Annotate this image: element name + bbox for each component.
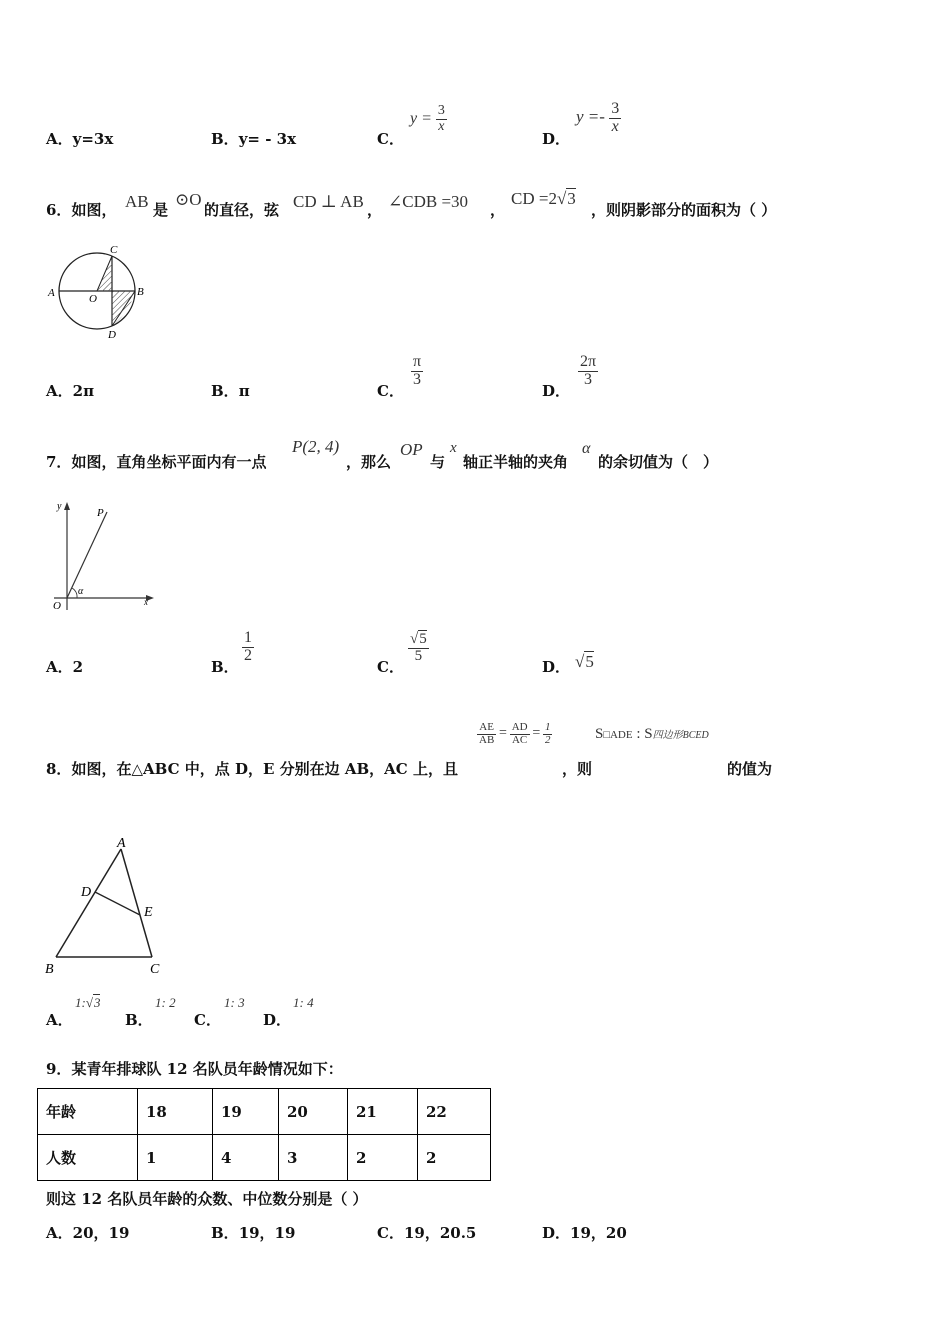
q5-option-d-formula: y =- $\frac{3}{x}$ bbox=[576, 100, 620, 135]
q8-option-c-value: 1: 3 bbox=[224, 995, 245, 1010]
angle-arc bbox=[72, 588, 77, 598]
q6-math-angle: ∠CDB =30 bbox=[388, 192, 469, 211]
table-cell: 21 bbox=[348, 1089, 418, 1135]
q7-option-a[interactable]: A．2 bbox=[46, 658, 84, 676]
q6-comma-2: ， bbox=[490, 201, 506, 219]
q6-option-c[interactable]: C． bbox=[377, 382, 404, 400]
q8-option-b[interactable]: B． bbox=[125, 1011, 153, 1029]
shaded-region-lower bbox=[112, 291, 135, 326]
table-cell: 4 bbox=[213, 1135, 279, 1181]
label-c: C bbox=[150, 962, 160, 977]
q5-option-d[interactable]: D． bbox=[542, 130, 571, 148]
q7-option-d-sqrt: √5 bbox=[575, 652, 594, 671]
table-cell: 人数 bbox=[38, 1135, 138, 1181]
q7-math-x: x bbox=[450, 440, 457, 456]
q7-stem: 7．如图，直角坐标平面内有一点 bbox=[46, 453, 267, 471]
q7-math-point: P(2, 4) bbox=[292, 437, 340, 456]
q9-stem: 9．某青年排球队 12 名队员年龄情况如下： bbox=[46, 1060, 343, 1078]
q6-math-ab: AB bbox=[125, 192, 149, 211]
q6-option-c-fraction: $\frac{\pi}{3}$ bbox=[413, 353, 422, 388]
q6-circle-figure bbox=[40, 240, 155, 345]
label-a: A bbox=[117, 836, 126, 851]
side-ab bbox=[56, 849, 121, 957]
label-b: B bbox=[137, 286, 144, 298]
table-cell: 年龄 bbox=[38, 1089, 138, 1135]
y-axis-arrow-icon bbox=[64, 502, 70, 510]
q7-text-then: ，那么 bbox=[346, 453, 392, 471]
q9-option-a[interactable]: A．20，19 bbox=[46, 1224, 130, 1242]
q7-option-c[interactable]: C． bbox=[377, 658, 404, 676]
table-cell: 2 bbox=[348, 1135, 418, 1181]
q7-question-tail: 的余切值为（ ） bbox=[598, 453, 719, 471]
table-row bbox=[38, 1135, 491, 1181]
q6-text-diameter: 的直径，弦 bbox=[204, 201, 280, 219]
q8-triangle-figure bbox=[40, 835, 170, 980]
fraction: $\frac{3}{x}$ bbox=[611, 100, 620, 135]
q7-text-and: 与 bbox=[430, 453, 446, 471]
label-p: P bbox=[97, 507, 104, 519]
q5-option-c-formula: y = $\frac{3}{x}$ bbox=[410, 103, 445, 134]
q8-option-b-value: 1: 2 bbox=[155, 995, 176, 1010]
table-cell: 2 bbox=[418, 1135, 491, 1181]
q6-option-b[interactable]: B．π bbox=[211, 382, 250, 400]
fraction: $\frac{3}{x}$ bbox=[437, 103, 445, 134]
label-b: B bbox=[45, 962, 54, 977]
q8-option-c[interactable]: C． bbox=[194, 1011, 221, 1029]
q8-text-then: ，则 bbox=[562, 760, 593, 778]
label-x: x bbox=[144, 597, 148, 607]
q7-option-c-fraction: $\frac{√5}{5}$ bbox=[410, 631, 427, 664]
q6-math-cd: CD =2√3 bbox=[511, 189, 576, 208]
q8-option-d[interactable]: D． bbox=[263, 1011, 292, 1029]
q6-option-a[interactable]: A．2π bbox=[46, 382, 95, 400]
q7-text-axis: 轴正半轴的夹角 bbox=[463, 453, 569, 471]
q9-option-b[interactable]: B．19，19 bbox=[211, 1224, 296, 1242]
q6-text-is: 是 bbox=[153, 201, 169, 219]
label-e: E bbox=[144, 905, 153, 920]
q6-math-perp: CD ⊥ AB bbox=[293, 192, 364, 211]
q5-option-c[interactable]: C． bbox=[377, 130, 404, 148]
q6-option-d-fraction: $\frac{2\pi}{3}$ bbox=[580, 353, 597, 388]
q9-option-d[interactable]: D．19，20 bbox=[542, 1224, 627, 1242]
q8-stem: 8．如图，在△ABC 中，点 D，E 分别在边 AB，AC 上，且 bbox=[46, 760, 458, 778]
q6-math-circle-o: ⊙O bbox=[175, 190, 202, 209]
q9-option-c[interactable]: C．19，20.5 bbox=[377, 1224, 477, 1242]
label-o: O bbox=[53, 600, 61, 612]
q7-math-op: OP bbox=[400, 440, 423, 459]
q7-option-b[interactable]: B． bbox=[211, 658, 239, 676]
side-ac bbox=[121, 849, 152, 957]
q7-option-d[interactable]: D． bbox=[542, 658, 571, 676]
q8-option-a-value: 1:√3 bbox=[75, 995, 101, 1010]
segment-op bbox=[67, 512, 107, 598]
q8-area-ratio: S□ADE : S四边形BCED bbox=[595, 726, 709, 742]
q9-age-table bbox=[37, 1088, 491, 1181]
label-d: D bbox=[108, 329, 116, 341]
label-a: A bbox=[48, 287, 55, 299]
q7-math-alpha: α bbox=[582, 440, 591, 457]
q8-option-a[interactable]: A． bbox=[46, 1011, 73, 1029]
q6-option-d[interactable]: D． bbox=[542, 382, 571, 400]
table-cell: 18 bbox=[138, 1089, 213, 1135]
q8-condition-formula: $\frac{AE}{AB}$ = $\frac{AD}{AC}$ = $\frac{1}{2}$ bbox=[479, 721, 551, 746]
q9-question: 则这 12 名队员年龄的众数、中位数分别是（ ） bbox=[46, 1190, 368, 1208]
q8-option-d-value: 1: 4 bbox=[293, 995, 314, 1010]
q5-option-a[interactable]: A．y=3x bbox=[46, 130, 114, 148]
q7-coordinate-figure bbox=[40, 495, 165, 620]
table-cell: 3 bbox=[279, 1135, 348, 1181]
q6-comma-1: ， bbox=[367, 201, 383, 219]
q6-question-tail: ，则阴影部分的面积为（ ） bbox=[591, 201, 777, 219]
segment-de bbox=[95, 892, 140, 915]
q6-stem: 6．如图， bbox=[46, 201, 117, 219]
label-alpha: α bbox=[78, 586, 84, 597]
table-cell: 20 bbox=[279, 1089, 348, 1135]
q5-option-b[interactable]: B．y= - 3x bbox=[211, 130, 297, 148]
label-o: O bbox=[89, 293, 97, 305]
label-y: y bbox=[57, 501, 62, 512]
table-cell: 19 bbox=[213, 1089, 279, 1135]
table-cell: 22 bbox=[418, 1089, 491, 1135]
table-row bbox=[38, 1089, 491, 1135]
table-cell: 1 bbox=[138, 1135, 213, 1181]
shaded-region-upper bbox=[97, 256, 112, 291]
label-c: C bbox=[110, 244, 118, 256]
q8-question-tail: 的值为 bbox=[727, 760, 773, 778]
label-d: D bbox=[81, 885, 92, 900]
q7-option-b-fraction: $\frac{1}{2}$ bbox=[244, 629, 252, 664]
